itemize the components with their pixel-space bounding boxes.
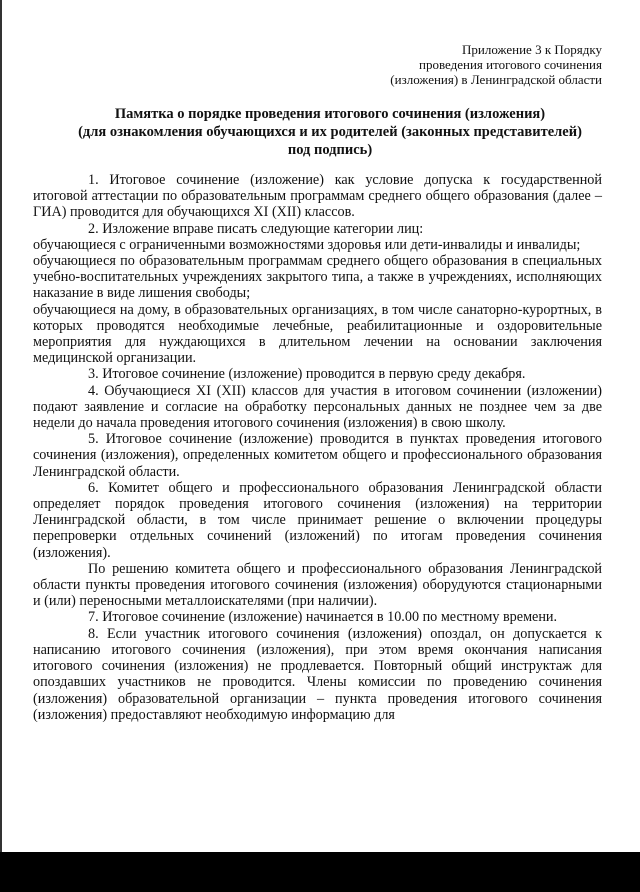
paragraph-4: 4. Обучающиеся XI (XII) классов для участия в итоговом сочинении (изложении) подают заявление и согласие на обработку персональных данных не позднее чем за две недели до начала проведения итогового сочинения (изложения) в свою школу. [33,382,602,432]
paragraph-6: 6. Комитет общего и профессионального образования Ленинградской области определяет порядок проведения итогового сочинения (изложения) на территории Ленинградской области, в том числе принимает решение о включении процедуры перепроверки отдельных сочинений (изложений) по итогам проведения сочинения (изложения). [33,479,602,561]
title-line-2: (для ознакомления обучающихся и их родителей (законных представителей) [78,124,582,140]
paragraph-3: 3. Итоговое сочинение (изложение) проводится в первую среду декабря. [88,366,526,383]
paragraph-1: 1. Итоговое сочинение (изложение) как условие допуска к государственной итоговой аттестации по образовательным программам среднего общего образования (далее – ГИА) проводится для обучающихся XI (XII) классов. [33,172,602,221]
appendix-line-2: проведения итогового сочинения [419,57,602,72]
scan-edge [0,0,2,852]
scan-bottom-border [0,852,640,892]
appendix-reference [352,42,602,87]
appendix-line-3: (изложения) в Ленинградской области [390,72,602,87]
paragraph-7: 7. Итоговое сочинение (изложение) начинается в 10.00 по местному времени. [88,609,558,626]
paragraph-5: 5. Итоговое сочинение (изложение) проводится в пунктах проведения итогового сочинения (изложения), определенных комитетом общего и профессионального образования Ленинградской области. [33,431,602,480]
paragraph-category-3: обучающиеся на дому, в образовательных организациях, в том числе санаторно-курортных, в которых проводятся необходимые лечебные, реабилитационные и оздоровительные мероприятия для нуждающихся в длительном лечении на основании заключения медицинской организации. [33,301,602,367]
title-line-1: Памятка о порядке проведения итогового сочинения (изложения) [114,106,546,122]
document-body [33,172,602,723]
paragraph-6-continued: По решению комитета общего и профессионального образования Ленинградской области пункты проведения итогового сочинения (изложения) оборудуются стационарными и (или) переносными металлоискателями (при наличии). [33,560,602,610]
title-line-3: под подпись) [287,142,373,158]
document-title [60,105,600,159]
paragraph-2: 2. Изложение вправе писать следующие категории лиц: [88,220,424,237]
paragraph-category-1: обучающиеся с ограниченными возможностями здоровья или дети-инвалиды и инвалиды; [33,236,581,253]
appendix-line-1: Приложение 3 к Порядку [462,42,602,57]
paragraph-8: 8. Если участник итогового сочинения (изложения) опоздал, он допускается к написанию итогового сочинения (изложения), при этом время окончания написания итогового сочинения (изложения) не продлевается. Повторный общий инструктаж для опоздавших участников не проводится. Члены комиссии по проведению сочинения (изложения) образовательной организации – пункта проведения итогового сочинения (изложения) предоставляют необходимую информацию для [33,625,602,723]
paragraph-category-2: обучающиеся по образовательным программам среднего общего образования в специальных учебно-воспитательных учреждениях закрытого типа, а также в учреждениях, исполняющих наказание в виде лишения свободы; [33,253,602,302]
